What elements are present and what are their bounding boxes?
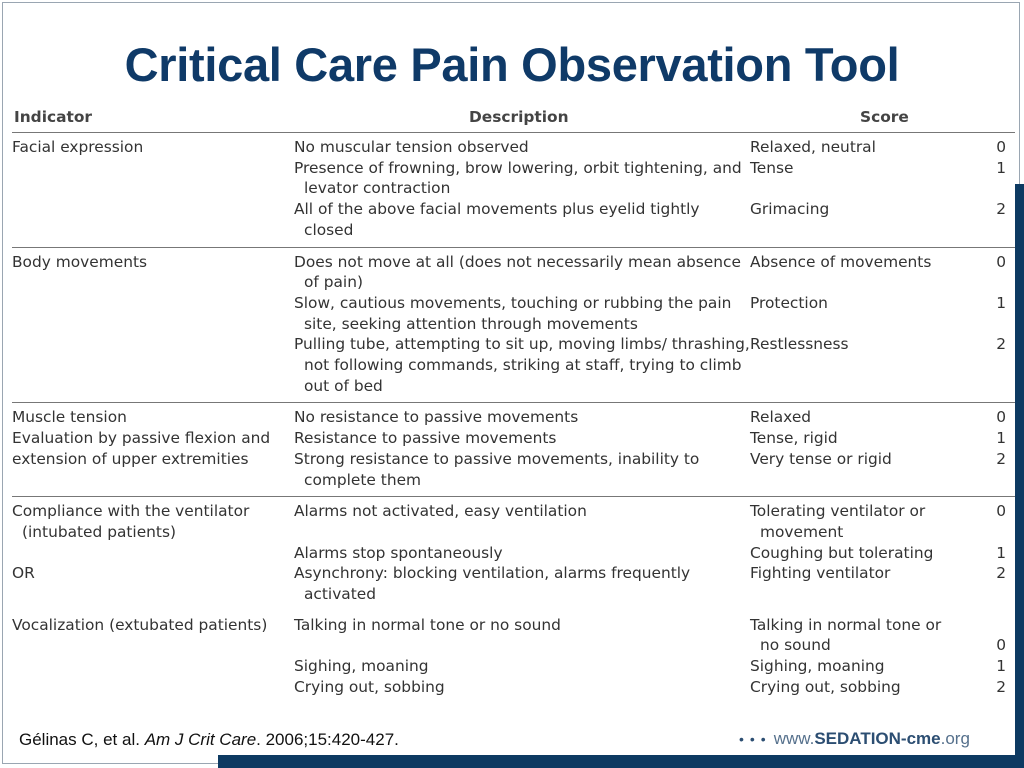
- score-value-cell: 0: [996, 636, 1006, 655]
- table-group-muscle-tension: [12, 403, 1015, 497]
- indicator-label: Compliance with the ventilator: [12, 502, 250, 521]
- table-row: [294, 563, 1006, 604]
- indicator-cell: [12, 615, 294, 636]
- description-cell: Does not move at all (does not necessarily mean absence of pain): [294, 252, 741, 292]
- score-label-cell: Restlessness: [750, 335, 849, 354]
- description-cell: Alarms stop spontaneously: [294, 543, 503, 562]
- score-label-cell: Tolerating ventilator or movement: [750, 502, 926, 541]
- indicator-label: Vocalization (extubated patients): [12, 615, 268, 634]
- table-row: [12, 293, 1015, 334]
- score-label-cell: Protection: [750, 293, 828, 312]
- table-row: [294, 407, 1006, 428]
- citation-journal: Am J Crit Care: [144, 730, 257, 749]
- header-indicator: Indicator: [14, 108, 93, 126]
- table-row: [12, 407, 1015, 490]
- table-group-body-movements: [12, 248, 1015, 404]
- description-cell: Strong resistance to passive movements, inability to complete them: [294, 449, 700, 489]
- score-value-cell: 0: [996, 408, 1006, 427]
- description-cell: Crying out, sobbing: [294, 677, 445, 696]
- description-cell: Presence of frowning, brow lowering, orbit tightening, and levator contraction: [294, 158, 742, 198]
- score-label-cell: Crying out, sobbing: [750, 677, 901, 696]
- cpot-table: [12, 104, 1015, 704]
- table-row: [12, 334, 1015, 396]
- score-label-cell: Grimacing: [750, 200, 830, 219]
- score-value-cell: 0: [996, 502, 1006, 521]
- score-label-cell: Sighing, moaning: [750, 657, 885, 676]
- citation-authors: Gélinas C, et al.: [19, 730, 140, 749]
- score-label-cell: Coughing but tolerating: [750, 543, 934, 562]
- score-label-cell: Tense: [750, 158, 794, 177]
- indicator-cell: [12, 407, 294, 469]
- score-label-cell: Talking in normal tone or no sound: [750, 615, 942, 655]
- citation: [19, 730, 399, 750]
- score-label-cell: Absence of movements: [750, 252, 932, 271]
- description-cell: Alarms not activated, easy ventilation: [294, 502, 587, 521]
- score-value-cell: 2: [996, 677, 1006, 696]
- score-label-cell: Tense, rigid: [750, 429, 838, 448]
- citation-details: . 2006;15:420-427.: [256, 730, 399, 749]
- logo-brand: SEDATION-cme: [814, 729, 941, 748]
- score-value-cell: 0: [996, 252, 1006, 271]
- description-cell: Sighing, moaning: [294, 657, 429, 676]
- description-cell: No resistance to passive movements: [294, 408, 579, 427]
- score-value-cell: 1: [996, 293, 1006, 312]
- description-cell: No muscular tension observed: [294, 138, 529, 156]
- table-row: [12, 677, 1015, 698]
- logo-prefix: www.: [773, 729, 815, 748]
- indicator-spacer: [12, 543, 294, 564]
- score-value-cell: 2: [996, 335, 1006, 354]
- indicator-cell: [12, 252, 294, 273]
- description-cell: Slow, cautious movements, touching or rubbing the pain site, seeking attention through movements: [294, 293, 732, 333]
- score-value-cell: 2: [996, 564, 1006, 583]
- header-score: Score: [860, 108, 909, 126]
- logo-dots: •••: [739, 731, 772, 747]
- accent-bar-right: [1015, 184, 1024, 768]
- indicator-label: Muscle tension: [12, 408, 127, 427]
- table-row: [294, 501, 1006, 542]
- indicator-label: Facial expression: [12, 138, 144, 156]
- description-cell: Pulling tube, attempting to sit up, moving limbs/ thrashing, not following commands, striking at staff, trying to climb out of bed: [294, 335, 750, 395]
- score-value-cell: 2: [996, 449, 1006, 468]
- description-cell: All of the above facial movements plus eyelid tightly closed: [294, 200, 700, 239]
- table-row: [294, 428, 1006, 449]
- table-row: [12, 615, 1015, 656]
- header-description: Description: [469, 108, 569, 126]
- indicator-cell: [12, 501, 294, 584]
- sedation-cme-logo: [739, 729, 970, 749]
- description-cell: Resistance to passive movements: [294, 429, 557, 448]
- indicator-sublabel: (intubated patients): [22, 522, 176, 541]
- score-label-cell: Very tense or rigid: [750, 449, 892, 468]
- indicator-cell: [12, 137, 294, 158]
- score-value-cell: 1: [996, 158, 1006, 177]
- score-label-cell: Fighting ventilator: [750, 564, 891, 583]
- table-group-ventilator-compliance: [12, 497, 1015, 607]
- indicator-sublabel: Evaluation by passive flexion and: [12, 429, 271, 448]
- indicator-label: Body movements: [12, 252, 147, 271]
- table-group-facial-expression: [12, 133, 1015, 248]
- score-value-cell: 1: [996, 657, 1006, 676]
- table-row: [12, 199, 1015, 240]
- accent-bar-bottom: [218, 755, 1024, 768]
- table-header: [12, 104, 1015, 133]
- logo-suffix: .org: [940, 729, 970, 748]
- score-value-cell: 2: [996, 200, 1006, 219]
- score-label-cell: Relaxed: [750, 408, 812, 427]
- score-value-cell: 1: [996, 429, 1006, 448]
- description-cell: Talking in normal tone or no sound: [294, 615, 561, 634]
- indicator-sublabel: extension of upper extremities: [12, 449, 249, 468]
- score-label-cell: Relaxed, neutral: [750, 138, 876, 156]
- score-value-cell: 0: [996, 138, 1006, 156]
- table-row: [294, 449, 1006, 490]
- description-cell: Asynchrony: blocking ventilation, alarms frequently activated: [294, 564, 691, 604]
- indicator-or-label: OR: [12, 564, 35, 583]
- table-row: [12, 656, 1015, 677]
- table-row: [12, 137, 1015, 158]
- score-value-cell: 1: [996, 543, 1006, 562]
- table-row: [12, 501, 1015, 605]
- table-row: [294, 543, 1006, 564]
- slide-title: Critical Care Pain Observation Tool: [124, 38, 900, 91]
- table-row: [12, 252, 1015, 293]
- table-row: [12, 158, 1015, 199]
- table-group-vocalization: [12, 607, 1015, 704]
